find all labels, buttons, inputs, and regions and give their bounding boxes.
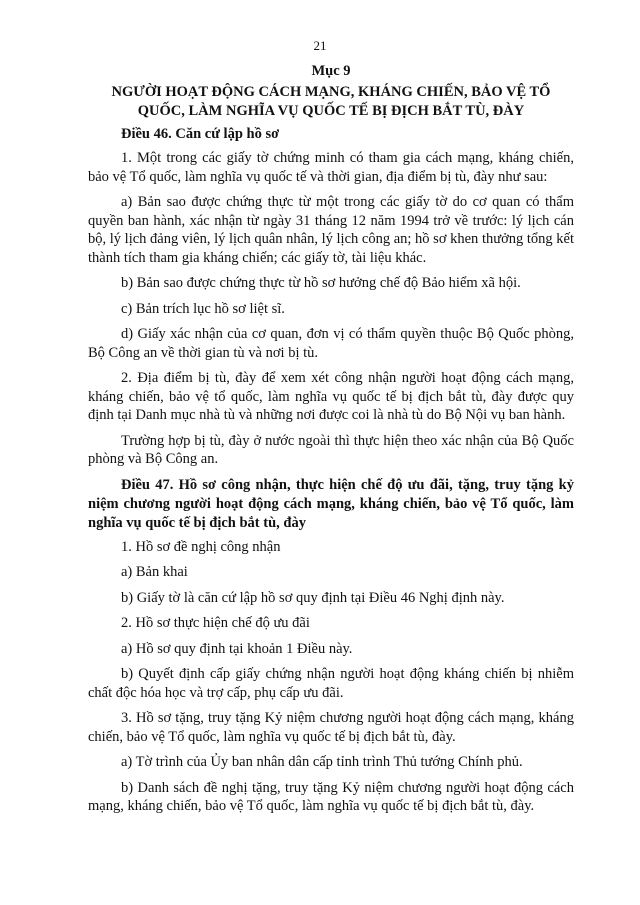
paragraph: a) Hồ sơ quy định tại khoản 1 Điều này. [121, 640, 353, 657]
paragraph: a) Tờ trình của Ủy ban nhân dân cấp tỉnh trình Thủ tướng Chính phủ. [121, 754, 523, 770]
paragraph: Trường hợp bị tù, đày ở nước ngoài thì thực hiện theo xác nhận của Bộ Quốc phòng và Bộ Công an. [88, 432, 574, 467]
paragraph: d) Giấy xác nhận của cơ quan, đơn vị có thẩm quyền thuộc Bộ Quốc phòng, Bộ Công an về thời gian tù và nơi bị tù. [88, 326, 574, 361]
paragraph: b) Giấy tờ là căn cứ lập hồ sơ quy định tại Điều 46 Nghị định này. [121, 589, 505, 606]
article-46-title: Điều 46. Căn cứ lập hồ sơ [121, 126, 280, 142]
document-body [88, 62, 574, 823]
paragraph: 3. Hồ sơ tặng, truy tặng Kỷ niệm chương người hoạt động cách mạng, kháng chiến, bảo vệ Tổ quốc, làm nghĩa vụ quốc tế bị địch bắt tù, đày. [88, 710, 574, 745]
paragraph: b) Danh sách đề nghị tặng, truy tặng Kỷ niệm chương người hoạt động cách mạng, kháng chiến, bảo vệ Tổ quốc, làm nghĩa vụ quốc tế bị địch bắt tù, đày. [88, 779, 574, 814]
article-47-title: Điều 47. Hồ sơ công nhận, thực hiện chế độ ưu đãi, tặng, truy tặng kỷ niệm chương người hoạt động cách mạng, kháng chiến, bảo vệ Tổ quốc, làm nghĩa vụ quốc tế bị địch bắt tù, đày [88, 476, 574, 531]
paragraph: 2. Hồ sơ thực hiện chế độ ưu đãi [121, 615, 310, 631]
article-46 [88, 125, 574, 469]
paragraph: 1. Một trong các giấy tờ chứng minh có tham gia cách mạng, kháng chiến, bảo vệ Tổ quốc, làm nghĩa vụ quốc tế và thời gian, địa điểm bị tù, đày như sau: [88, 150, 574, 185]
paragraph: 1. Hồ sơ đề nghị công nhận [121, 538, 281, 555]
paragraph: a) Bản sao được chứng thực từ một trong các giấy tờ do cơ quan có thẩm quyền ban hành, xác nhận từ ngày 31 tháng 12 năm 1994 trở về trước: lý lịch cán bộ, lý lịch đảng viên, lý lịch quân nhân, lý lịch công an; hồ sơ khen thưởng tổng kết thành tích tham gia kháng chiến; các giấy tờ, tài liệu khác. [88, 194, 574, 266]
section-label: Mục 9 [311, 63, 351, 79]
paragraph: a) Bản khai [121, 564, 188, 580]
article-47 [88, 476, 574, 816]
paragraph: 2. Địa điểm bị tù, đày để xem xét công nhận người hoạt động cách mạng, kháng chiến, bảo vệ tổ quốc, làm nghĩa vụ quốc tế bị địch bắt tù, đày được quy định tại Danh mục nhà tù và những nơi được coi là nhà tù do Bộ Nội vụ ban hành. [88, 370, 574, 423]
paragraph: b) Bản sao được chứng thực từ hồ sơ hưởng chế độ Bảo hiểm xã hội. [121, 275, 521, 291]
paragraph: c) Bản trích lục hồ sơ liệt sĩ. [121, 300, 285, 317]
paragraph: b) Quyết định cấp giấy chứng nhận người hoạt động kháng chiến bị nhiễm chất độc hóa học và trợ cấp, phụ cấp ưu đãi. [88, 666, 574, 701]
section-title: NGƯỜI HOẠT ĐỘNG CÁCH MẠNG, KHÁNG CHIẾN, BẢO VỆ TỔ QUỐC, LÀM NGHĨA VỤ QUỐC TẾ BỊ ĐỊCH BẮT TÙ, ĐÀY [111, 84, 551, 119]
page-number: 21 [313, 38, 327, 53]
